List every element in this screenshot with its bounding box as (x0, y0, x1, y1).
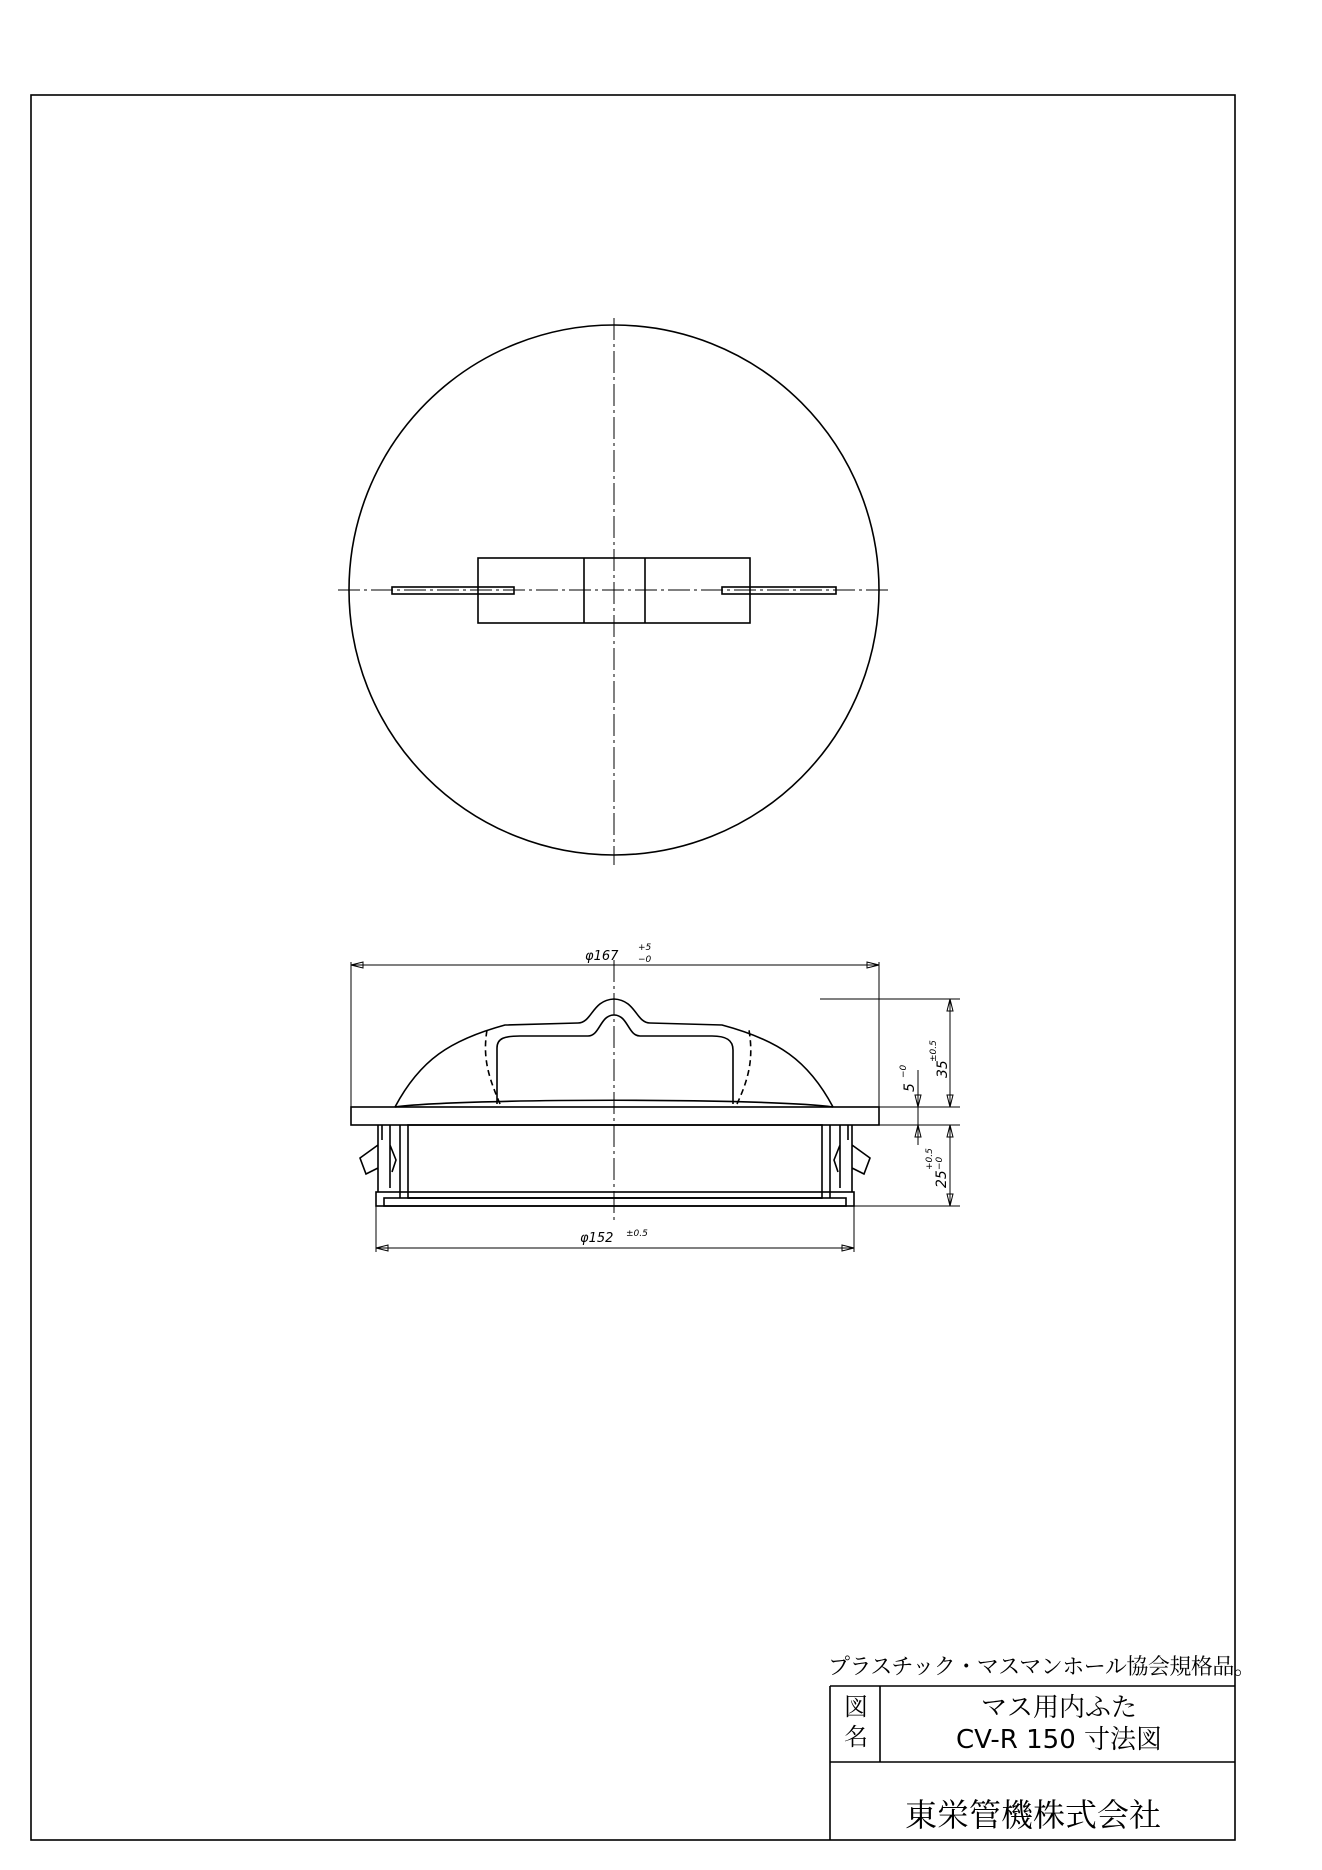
bottom-plate (384, 1198, 846, 1206)
plan-view (338, 318, 890, 865)
dim-top-diameter: φ167 (585, 949, 619, 964)
svg-text:±0.5: ±0.5 (929, 1040, 939, 1062)
drawing-title-line1: マス用内ふた (980, 1693, 1137, 1723)
flange (351, 1107, 879, 1125)
drawing-title-line2: CV-R 150 寸法図 (955, 1725, 1163, 1755)
svg-text:−0: −0 (899, 1064, 909, 1078)
svg-text:−0: −0 (638, 955, 652, 965)
side-view (351, 943, 960, 1252)
dim-flange-height: 5 (902, 1083, 918, 1092)
svg-text:−0: −0 (935, 1156, 945, 1170)
hidden-handle-outline (485, 1030, 750, 1104)
dim-total-height: 35 (935, 1060, 951, 1078)
svg-text:+0.5: +0.5 (925, 1148, 935, 1170)
company-name: 東栄管機株式会社 (904, 1796, 1161, 1834)
clip-left (360, 1125, 396, 1192)
clip-right (834, 1125, 870, 1192)
title-label-1: 図 (844, 1693, 868, 1721)
title-label-2: 名 (844, 1723, 868, 1751)
standard-note: プラスチック・マスマンホール協会規格品。 (828, 1655, 1256, 1680)
dim-skirt-height: 25 (934, 1170, 950, 1188)
svg-text:+5: +5 (638, 943, 652, 953)
dim-bottom-diameter: φ152 (580, 1231, 614, 1246)
skirt-body (408, 1125, 822, 1198)
sheet-border (31, 95, 1235, 1840)
svg-text:±0.5: ±0.5 (626, 1229, 648, 1239)
handle-inner-outline (497, 1015, 733, 1104)
